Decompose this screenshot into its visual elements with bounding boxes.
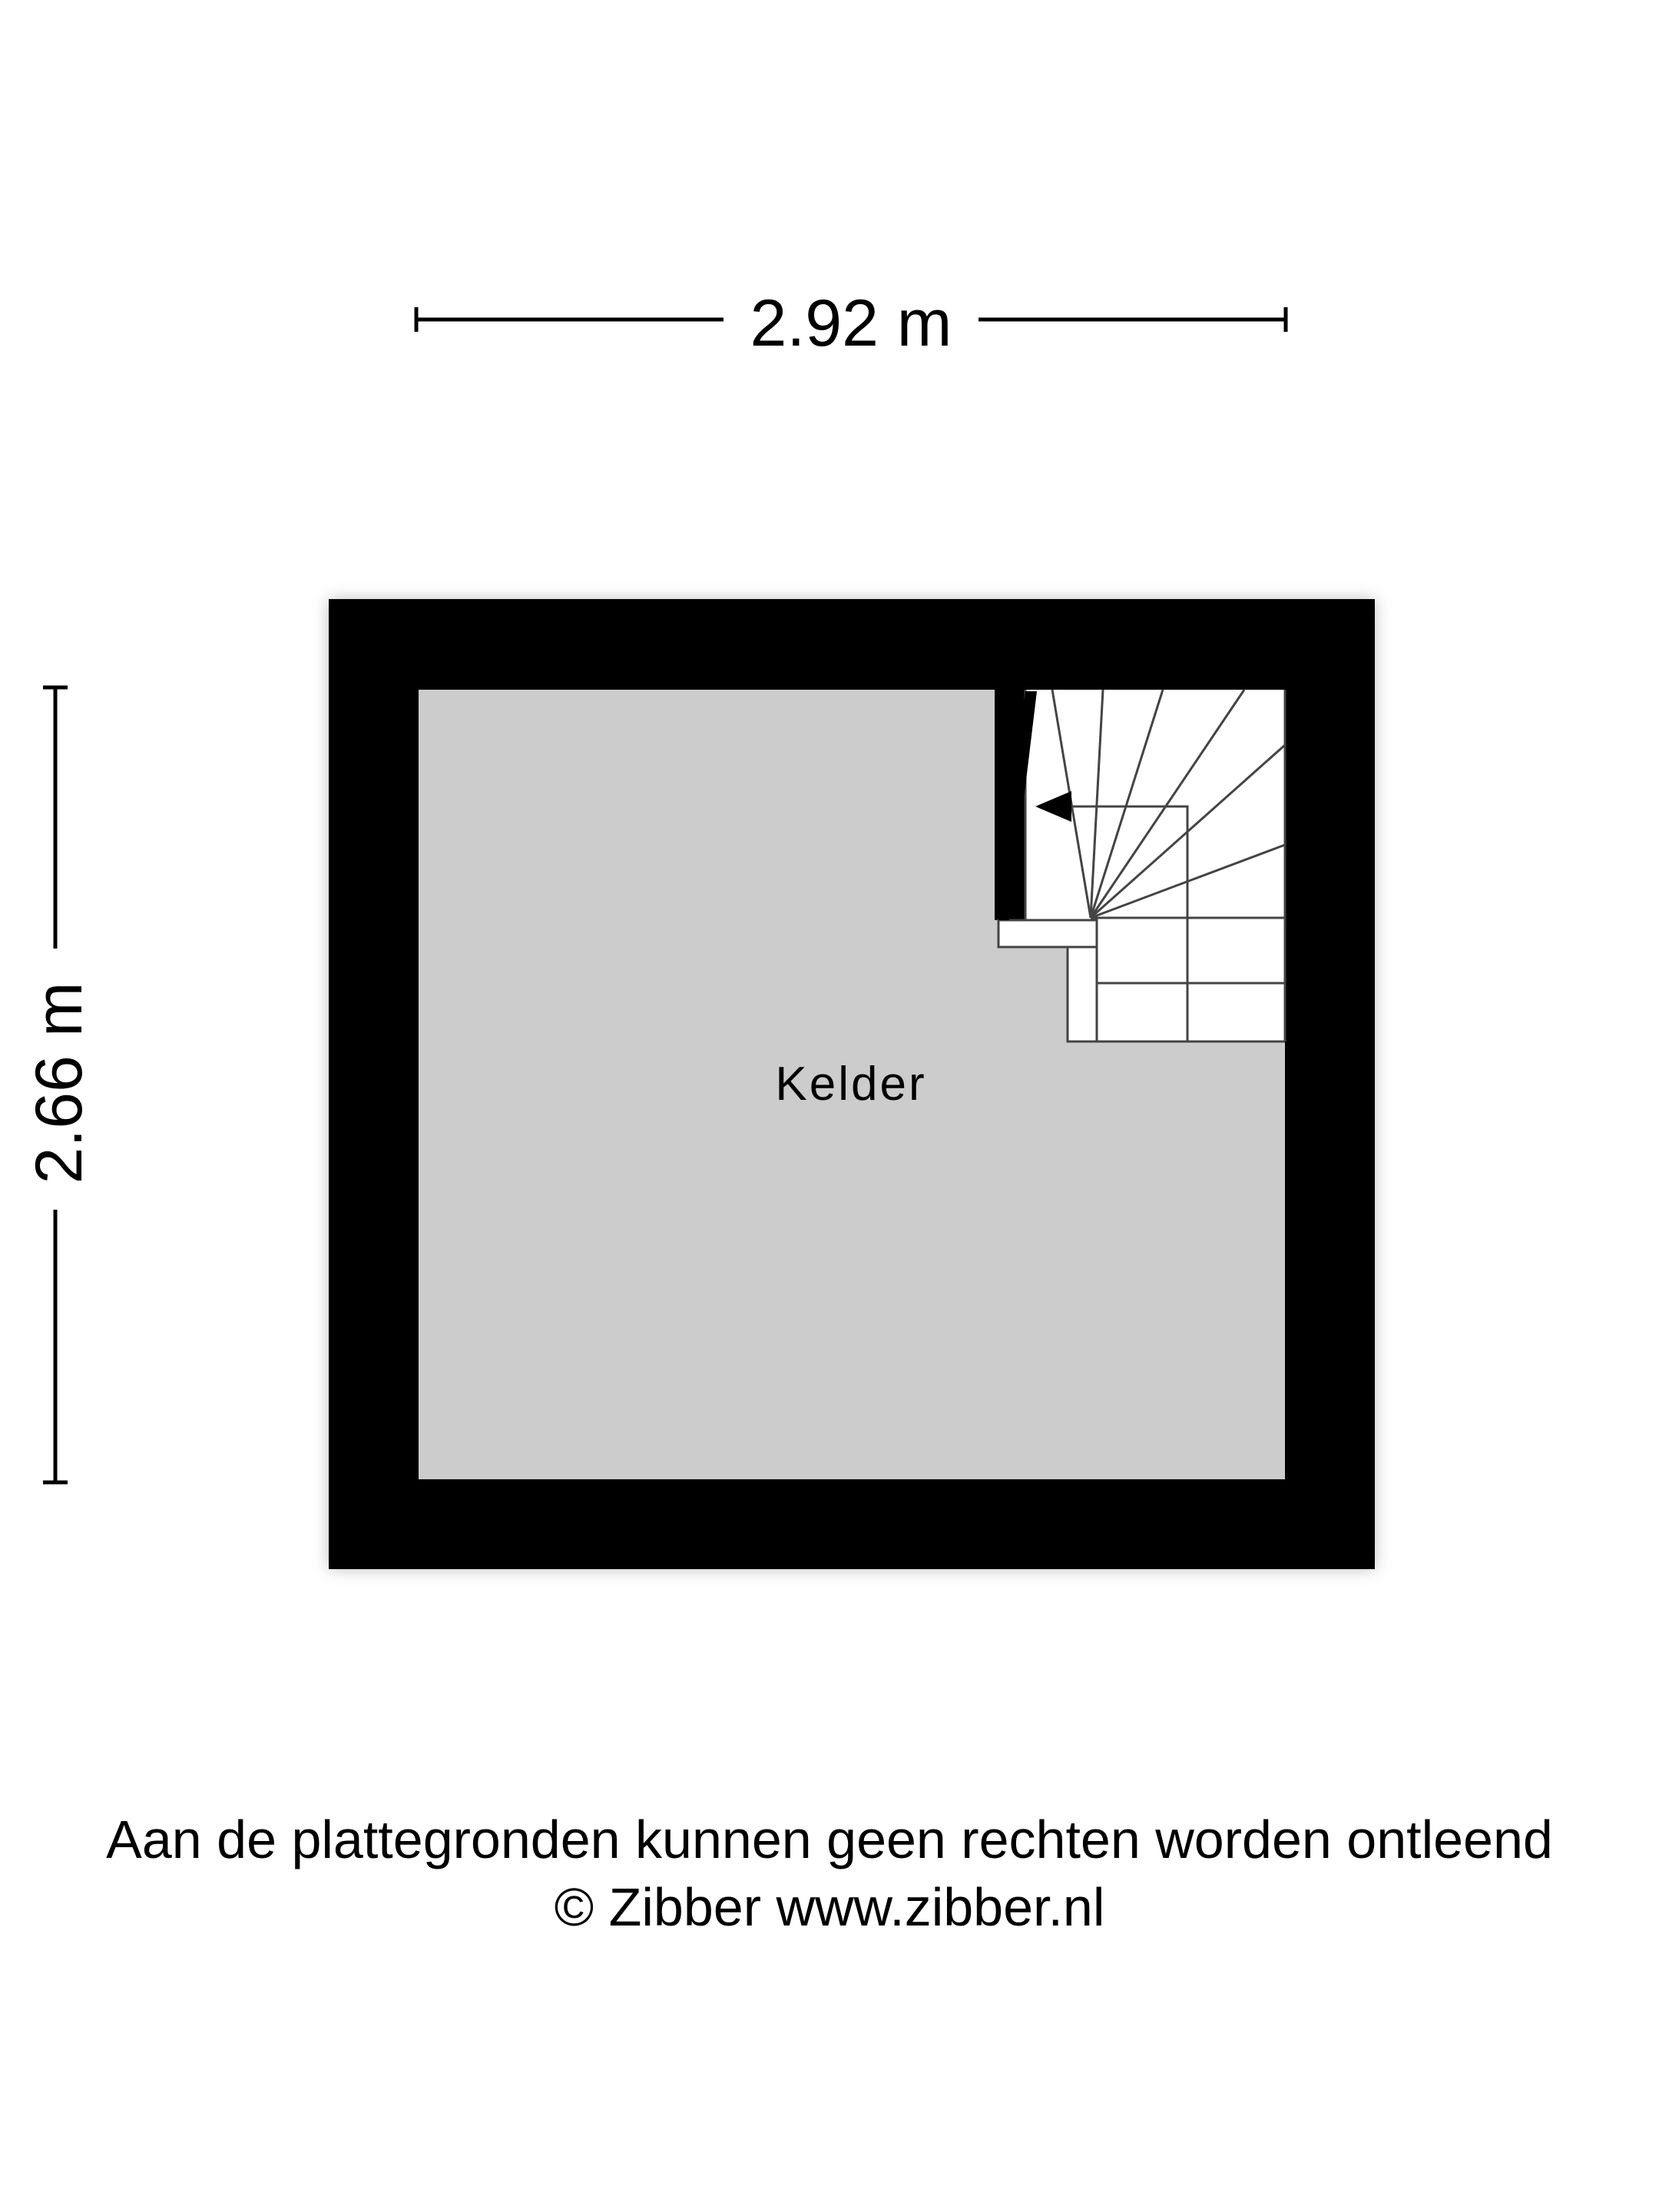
height-dimension [22,687,96,1482]
width-dimension [416,286,1286,360]
copyright-text: © Zibber www.zibber.nl [554,1877,1105,1937]
disclaimer-text: Aan de plattegronden kunnen geen rechten worden ontleend [106,1810,1553,1869]
room-label: Kelder [775,1058,927,1111]
height-dimension-label: 2.66 m [22,982,96,1184]
stair-landing-step [998,920,1097,947]
width-dimension-label: 2.92 m [750,286,952,360]
stair-side-step [1068,947,1097,1041]
